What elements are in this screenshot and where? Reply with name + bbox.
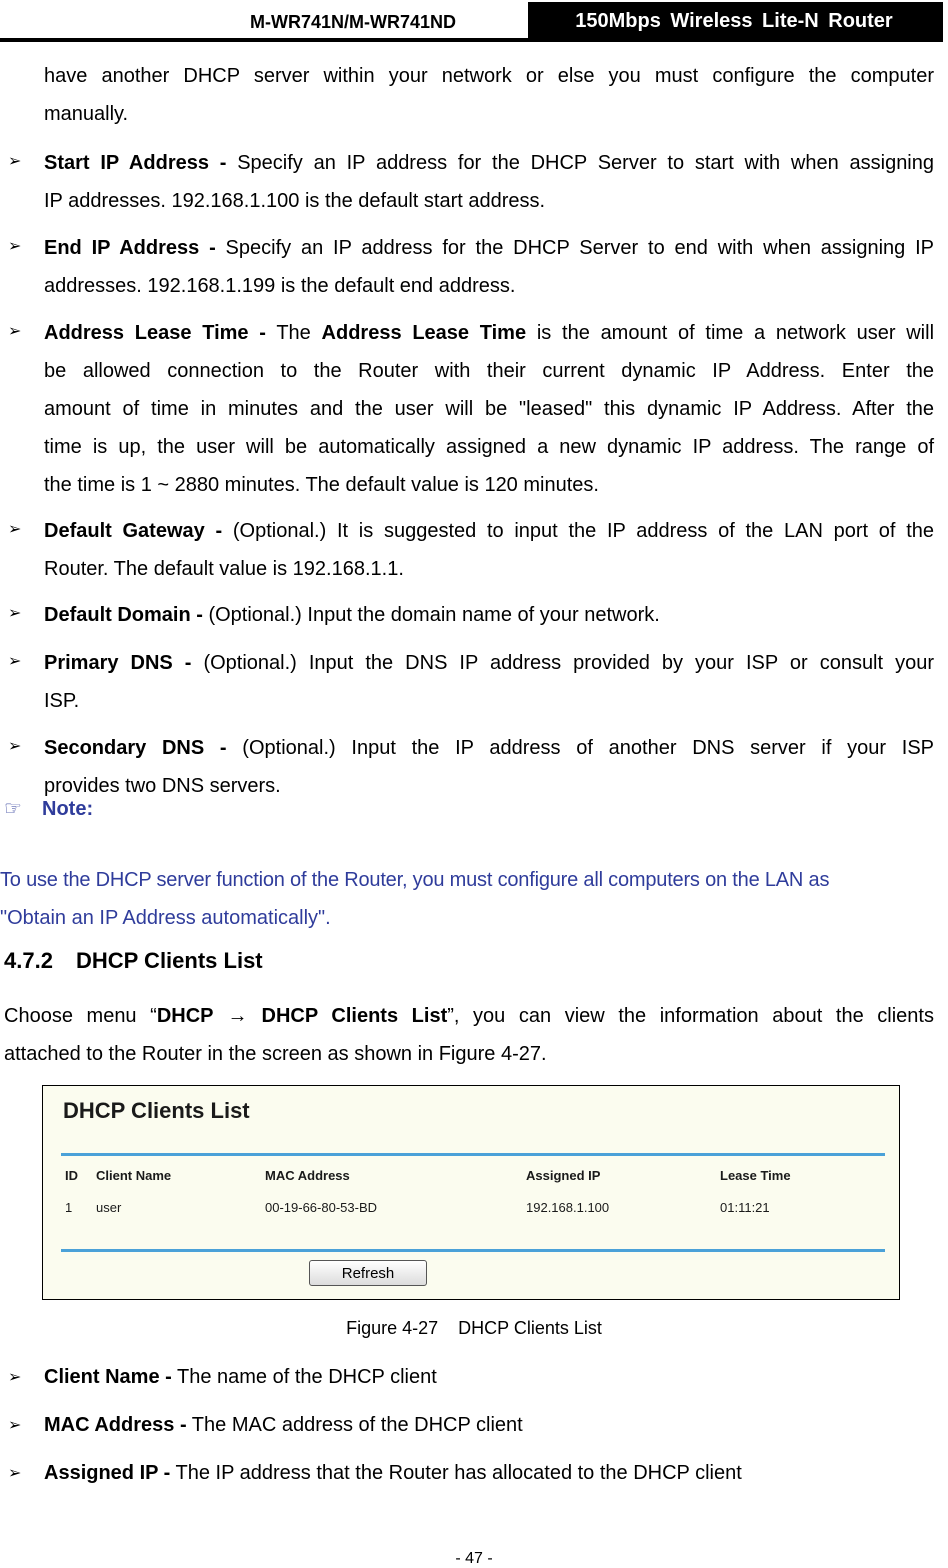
- item-text: addresses. 192.168.1.199 is the default end address.: [44, 275, 516, 297]
- intro-line: have another DHCP server within your network or else you must configure the computer: [44, 65, 934, 87]
- header-rule-end: [940, 2, 943, 42]
- item-lease-time: [44, 314, 934, 504]
- bullet-icon: ➢: [8, 605, 22, 622]
- item-text: (Optional.) Input the domain name of your network.: [202, 604, 660, 626]
- item-term: Start IP Address -: [44, 152, 227, 174]
- item-text: (Optional.) It is suggested to input the IP address of the LAN port of the: [222, 520, 934, 542]
- table-cell-mac-address: 00-19-66-80-53-BD: [265, 1200, 378, 1215]
- page-header: [0, 0, 948, 44]
- refresh-button[interactable]: Refresh: [309, 1260, 427, 1286]
- screenshot-top-rule: [61, 1153, 885, 1156]
- arrow-right-icon: →: [227, 1005, 248, 1027]
- header-product: 150Mbps Wireless Lite-N Router: [528, 2, 940, 40]
- item-term: Address Lease Time -: [44, 322, 266, 344]
- item-text: amount of time in minutes and the user will be "leased" this dynamic IP Address. After the: [44, 398, 934, 420]
- bullet-icon: ➢: [8, 153, 22, 170]
- item-assigned-ip: [44, 1454, 934, 1492]
- item-term: Primary DNS -: [44, 652, 192, 674]
- item-secondary-dns: [44, 729, 934, 805]
- choose-text: Choose menu “: [4, 1005, 157, 1027]
- note-line: To use the DHCP server function of the Router, you must configure all computers on the LAN as: [0, 869, 830, 891]
- item-text: is the amount of time a network user will: [526, 322, 935, 344]
- item-text: ISP.: [44, 690, 80, 712]
- item-text: The: [265, 322, 322, 344]
- item-start-ip: [44, 144, 934, 220]
- item-end-ip: [44, 229, 934, 305]
- item-text: The MAC address of the DHCP client: [186, 1414, 523, 1436]
- table-cell-assigned-ip: 192.168.1.100: [526, 1200, 610, 1215]
- item-client-name: [44, 1358, 934, 1396]
- item-default-gateway: [44, 512, 934, 588]
- item-text: (Optional.) Input the DNS IP address provided by your ISP or consult your: [191, 652, 934, 674]
- bullet-icon: ➢: [8, 323, 22, 340]
- item-term: Secondary DNS -: [44, 737, 227, 759]
- header-model: M-WR741N/M-WR741ND: [250, 12, 457, 32]
- bullet-icon: ➢: [8, 653, 22, 670]
- item-term: MAC Address -: [44, 1414, 187, 1436]
- note-text: [0, 861, 948, 937]
- item-text: Specify an IP address for the DHCP Server to end with when assigning IP: [215, 237, 934, 259]
- item-text: (Optional.) Input the IP address of another DNS server if your ISP: [226, 737, 935, 759]
- page-number: - 47 -: [455, 1550, 493, 1567]
- note-heading: [4, 796, 93, 821]
- intro-line: manually.: [44, 103, 129, 125]
- item-text: be allowed connection to the Router with their current dynamic IP Address. Enter the: [44, 360, 934, 382]
- bullet-icon: ➢: [8, 238, 22, 255]
- item-term: Assigned IP -: [44, 1462, 171, 1484]
- intro-paragraph: [44, 57, 934, 133]
- item-text: Specify an IP address for the DHCP Server to start with when assigning: [226, 152, 935, 174]
- pointing-hand-icon: ☞: [4, 798, 22, 820]
- item-primary-dns: [44, 644, 934, 720]
- item-term: Client Name -: [44, 1366, 172, 1388]
- item-term-inline: Address Lease Time: [321, 322, 527, 344]
- item-text: Router. The default value is 192.168.1.1.: [44, 558, 404, 580]
- figure-caption: Figure 4-27 DHCP Clients List: [346, 1318, 602, 1338]
- column-header-id: ID: [65, 1168, 78, 1183]
- header-rule: [0, 38, 940, 42]
- bullet-icon: ➢: [8, 1465, 22, 1482]
- section-title: DHCP Clients List: [76, 948, 263, 973]
- bullet-icon: ➢: [8, 1369, 22, 1386]
- choose-text: attached to the Router in the screen as shown in Figure 4-27.: [4, 1043, 547, 1065]
- note-title: Note:: [42, 798, 94, 820]
- item-text: The IP address that the Router has allocated to the DHCP client: [170, 1462, 742, 1484]
- choose-menu-paragraph: [4, 997, 934, 1073]
- column-header-lease-time: Lease Time: [720, 1168, 791, 1183]
- note-line: "Obtain an IP Address automatically".: [0, 907, 331, 929]
- item-default-domain: [44, 596, 934, 634]
- column-header-client-name: Client Name: [96, 1168, 172, 1183]
- bullet-icon: ➢: [8, 1417, 22, 1434]
- item-text: The name of the DHCP client: [171, 1366, 437, 1388]
- item-text: the time is 1 ~ 2880 minutes. The default value is 120 minutes.: [44, 474, 599, 496]
- item-mac-address: [44, 1406, 934, 1444]
- column-header-mac-address: MAC Address: [265, 1168, 350, 1183]
- item-term: End IP Address -: [44, 237, 216, 259]
- item-text: time is up, the user will be automatically assigned a new dynamic IP address. The range of: [44, 436, 934, 458]
- table-cell-lease-time: 01:11:21: [720, 1200, 770, 1215]
- bullet-icon: ➢: [8, 738, 22, 755]
- item-text: IP addresses. 192.168.1.100 is the default start address.: [44, 190, 546, 212]
- column-header-assigned-ip: Assigned IP: [526, 1168, 601, 1183]
- item-text: provides two DNS servers.: [44, 775, 281, 797]
- item-term: Default Gateway -: [44, 520, 223, 542]
- dhcp-clients-list-screenshot: [42, 1085, 900, 1300]
- menu-dhcp-clients-list: DHCP Clients List: [261, 1005, 448, 1027]
- screenshot-bottom-rule: [61, 1249, 885, 1252]
- table-cell-id: 1: [65, 1200, 73, 1215]
- section-heading: [4, 948, 263, 974]
- screenshot-title: DHCP Clients List: [63, 1098, 250, 1123]
- choose-text: ”, you can view the information about the clients: [447, 1005, 934, 1027]
- bullet-icon: ➢: [8, 521, 22, 538]
- section-number: 4.7.2: [4, 948, 53, 973]
- item-term: Default Domain -: [44, 604, 203, 626]
- table-cell-client-name: user: [96, 1200, 122, 1215]
- menu-dhcp: DHCP: [156, 1005, 214, 1027]
